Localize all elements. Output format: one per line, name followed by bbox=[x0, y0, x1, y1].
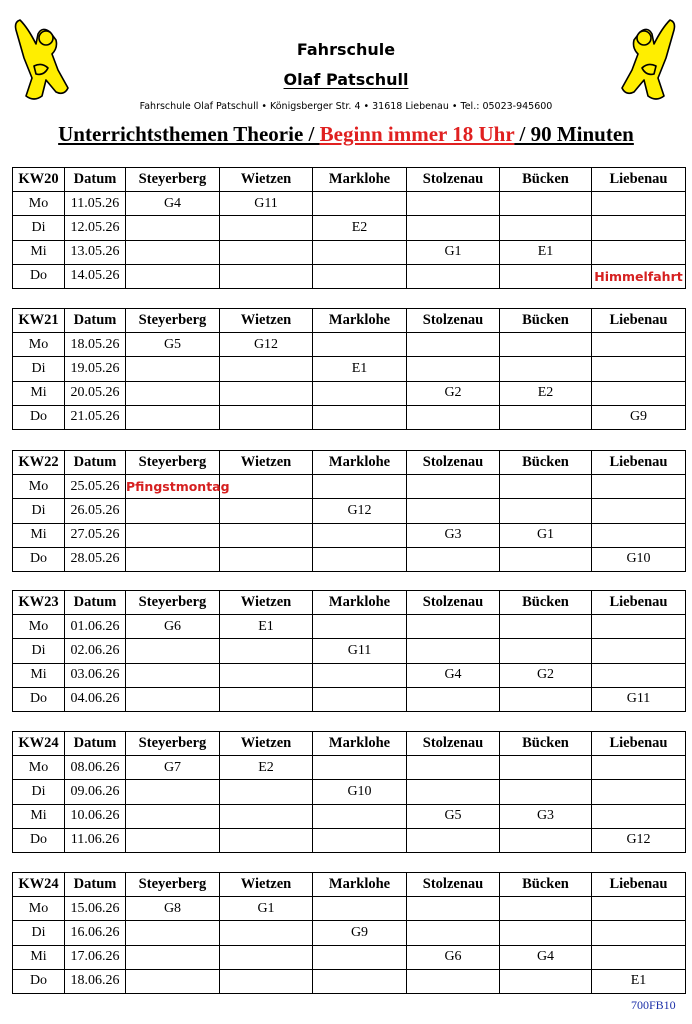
date-cell: 27.05.26 bbox=[65, 523, 126, 547]
lesson-cell-steyerberg: G6 bbox=[126, 615, 220, 639]
date-cell: 08.06.26 bbox=[65, 756, 126, 780]
lesson-cell-wietzen bbox=[220, 687, 313, 711]
date-cell: 04.06.26 bbox=[65, 687, 126, 711]
lesson-cell-marklohe bbox=[313, 897, 407, 921]
lesson-cell-steyerberg bbox=[126, 240, 220, 264]
lesson-cell-wietzen bbox=[220, 663, 313, 687]
date-cell: 09.06.26 bbox=[65, 780, 126, 804]
lesson-cell-marklohe: E2 bbox=[313, 216, 407, 240]
table-header-row bbox=[13, 591, 686, 615]
lesson-cell-stolzenau bbox=[407, 499, 500, 523]
weekday-cell: Mo bbox=[13, 475, 65, 499]
lesson-cell-marklohe bbox=[313, 615, 407, 639]
column-header: Wietzen bbox=[220, 451, 313, 475]
weekday-cell: Do bbox=[13, 687, 65, 711]
date-cell: 18.06.26 bbox=[65, 969, 126, 993]
weekday-cell: Do bbox=[13, 405, 65, 429]
lesson-cell-wietzen bbox=[220, 523, 313, 547]
lesson-cell-stolzenau: G1 bbox=[407, 240, 500, 264]
lesson-cell-stolzenau bbox=[407, 547, 500, 571]
lesson-cell-steyerberg bbox=[126, 921, 220, 945]
lesson-cell-wietzen bbox=[220, 264, 313, 288]
lesson-cell-buecken bbox=[500, 756, 592, 780]
lesson-cell-wietzen bbox=[220, 780, 313, 804]
lesson-cell-liebenau bbox=[592, 216, 686, 240]
lesson-cell-liebenau: E1 bbox=[592, 969, 686, 993]
lesson-cell-buecken bbox=[500, 897, 592, 921]
lesson-cell-wietzen bbox=[220, 804, 313, 828]
column-header: Wietzen bbox=[220, 732, 313, 756]
table-row bbox=[13, 523, 686, 547]
lesson-cell-stolzenau bbox=[407, 192, 500, 216]
lesson-cell-stolzenau bbox=[407, 216, 500, 240]
table-row bbox=[13, 780, 686, 804]
weekday-cell: Mi bbox=[13, 240, 65, 264]
column-header: Stolzenau bbox=[407, 309, 500, 333]
week-table bbox=[12, 731, 686, 853]
date-cell: 18.05.26 bbox=[65, 333, 126, 357]
lesson-cell-buecken bbox=[500, 216, 592, 240]
column-header: Bücken bbox=[500, 168, 592, 192]
lesson-cell-liebenau bbox=[592, 921, 686, 945]
lesson-cell-stolzenau bbox=[407, 475, 500, 499]
lesson-cell-stolzenau bbox=[407, 639, 500, 663]
lesson-cell-buecken bbox=[500, 687, 592, 711]
lesson-cell-buecken: G4 bbox=[500, 945, 592, 969]
column-header: Liebenau bbox=[592, 873, 686, 897]
driving-school-logo-icon bbox=[618, 18, 678, 102]
date-cell: 17.06.26 bbox=[65, 945, 126, 969]
lesson-cell-liebenau bbox=[592, 240, 686, 264]
lesson-cell-marklohe bbox=[313, 663, 407, 687]
table-row bbox=[13, 192, 686, 216]
lesson-cell-liebenau bbox=[592, 756, 686, 780]
lesson-cell-buecken bbox=[500, 405, 592, 429]
lesson-cell-marklohe bbox=[313, 192, 407, 216]
lesson-cell-steyerberg: G5 bbox=[126, 333, 220, 357]
lesson-cell-stolzenau: G2 bbox=[407, 381, 500, 405]
lesson-cell-wietzen bbox=[220, 357, 313, 381]
column-header: Bücken bbox=[500, 591, 592, 615]
column-header: Liebenau bbox=[592, 309, 686, 333]
lesson-cell-marklohe bbox=[313, 804, 407, 828]
lesson-cell-steyerberg bbox=[126, 405, 220, 429]
table-row bbox=[13, 240, 686, 264]
lesson-cell-buecken bbox=[500, 264, 592, 288]
lesson-cell-buecken bbox=[500, 357, 592, 381]
lesson-cell-steyerberg: G4 bbox=[126, 192, 220, 216]
date-cell: 11.05.26 bbox=[65, 192, 126, 216]
column-header: Stolzenau bbox=[407, 451, 500, 475]
column-header: Steyerberg bbox=[126, 309, 220, 333]
column-header: Datum bbox=[65, 309, 126, 333]
lesson-cell-marklohe: G10 bbox=[313, 780, 407, 804]
weekday-cell: Do bbox=[13, 547, 65, 571]
table-row bbox=[13, 405, 686, 429]
lesson-cell-wietzen bbox=[220, 639, 313, 663]
weekday-cell: Mi bbox=[13, 945, 65, 969]
table-row bbox=[13, 475, 686, 499]
date-cell: 16.06.26 bbox=[65, 921, 126, 945]
weekday-cell: Di bbox=[13, 216, 65, 240]
weekday-cell: Mo bbox=[13, 756, 65, 780]
lesson-cell-steyerberg bbox=[126, 547, 220, 571]
weekday-cell: Do bbox=[13, 828, 65, 852]
weekday-cell: Di bbox=[13, 499, 65, 523]
lesson-cell-marklohe bbox=[313, 945, 407, 969]
lesson-cell-liebenau bbox=[592, 357, 686, 381]
column-header: Datum bbox=[65, 732, 126, 756]
table-row bbox=[13, 663, 686, 687]
lesson-cell-wietzen: G12 bbox=[220, 333, 313, 357]
column-header: Stolzenau bbox=[407, 873, 500, 897]
lesson-cell-stolzenau bbox=[407, 780, 500, 804]
document-code: 700FB10 bbox=[631, 998, 676, 1012]
lesson-cell-marklohe bbox=[313, 547, 407, 571]
week-table bbox=[12, 872, 686, 994]
week-number: KW24 bbox=[13, 732, 65, 756]
lesson-cell-marklohe bbox=[313, 969, 407, 993]
lesson-cell-marklohe bbox=[313, 687, 407, 711]
table-row bbox=[13, 921, 686, 945]
lesson-cell-wietzen bbox=[220, 547, 313, 571]
weekday-cell: Mi bbox=[13, 523, 65, 547]
column-header: Liebenau bbox=[592, 732, 686, 756]
date-cell: 26.05.26 bbox=[65, 499, 126, 523]
lesson-cell-wietzen bbox=[220, 499, 313, 523]
column-header: Datum bbox=[65, 591, 126, 615]
column-header: Stolzenau bbox=[407, 732, 500, 756]
lesson-cell-buecken: G3 bbox=[500, 804, 592, 828]
column-header: Liebenau bbox=[592, 591, 686, 615]
lesson-cell-wietzen: G11 bbox=[220, 192, 313, 216]
lesson-cell-marklohe: G9 bbox=[313, 921, 407, 945]
lesson-cell-liebenau: G10 bbox=[592, 547, 686, 571]
lesson-cell-wietzen bbox=[220, 216, 313, 240]
holiday-cell: Pfingstmontag bbox=[126, 475, 220, 499]
school-address: Fahrschule Olaf Patschull • Königsberger Str. 4 • 31618 Liebenau • Tel.: 05023-945600 bbox=[139, 101, 553, 112]
table-header-row bbox=[13, 732, 686, 756]
column-header: Steyerberg bbox=[126, 451, 220, 475]
lesson-cell-marklohe bbox=[313, 475, 407, 499]
lesson-cell-buecken bbox=[500, 780, 592, 804]
lesson-cell-buecken bbox=[500, 828, 592, 852]
lesson-cell-stolzenau bbox=[407, 333, 500, 357]
lesson-cell-buecken: G2 bbox=[500, 663, 592, 687]
lesson-cell-liebenau bbox=[592, 523, 686, 547]
lesson-cell-wietzen bbox=[220, 969, 313, 993]
lesson-cell-steyerberg bbox=[126, 663, 220, 687]
lesson-cell-wietzen bbox=[220, 945, 313, 969]
lesson-cell-liebenau bbox=[592, 333, 686, 357]
date-cell: 13.05.26 bbox=[65, 240, 126, 264]
date-cell: 21.05.26 bbox=[65, 405, 126, 429]
lesson-cell-liebenau: G11 bbox=[592, 687, 686, 711]
week-table bbox=[12, 450, 686, 572]
table-row bbox=[13, 333, 686, 357]
lesson-cell-liebenau bbox=[592, 945, 686, 969]
lesson-cell-wietzen bbox=[220, 405, 313, 429]
column-header: Liebenau bbox=[592, 168, 686, 192]
holiday-cell: Himmelfahrt bbox=[592, 264, 686, 288]
table-header-row bbox=[13, 168, 686, 192]
page-title: Unterrichtsthemen Theorie / Beginn immer 18 Uhr / 90 Minuten bbox=[58, 122, 634, 146]
date-cell: 15.06.26 bbox=[65, 897, 126, 921]
weekday-cell: Mi bbox=[13, 663, 65, 687]
lesson-cell-stolzenau: G5 bbox=[407, 804, 500, 828]
lesson-cell-marklohe: G11 bbox=[313, 639, 407, 663]
lesson-cell-buecken: G1 bbox=[500, 523, 592, 547]
column-header: Steyerberg bbox=[126, 873, 220, 897]
lesson-cell-buecken: E2 bbox=[500, 381, 592, 405]
column-header: Stolzenau bbox=[407, 168, 500, 192]
date-cell: 02.06.26 bbox=[65, 639, 126, 663]
lesson-cell-wietzen bbox=[220, 240, 313, 264]
lesson-cell-stolzenau bbox=[407, 897, 500, 921]
column-header: Bücken bbox=[500, 451, 592, 475]
lesson-cell-buecken bbox=[500, 969, 592, 993]
week-table bbox=[12, 308, 686, 430]
lesson-cell-stolzenau bbox=[407, 615, 500, 639]
column-header: Marklohe bbox=[313, 168, 407, 192]
column-header: Steyerberg bbox=[126, 732, 220, 756]
column-header: Bücken bbox=[500, 309, 592, 333]
lesson-cell-marklohe bbox=[313, 381, 407, 405]
date-cell: 12.05.26 bbox=[65, 216, 126, 240]
table-header-row bbox=[13, 451, 686, 475]
weekday-cell: Do bbox=[13, 969, 65, 993]
lesson-cell-steyerberg bbox=[126, 523, 220, 547]
column-header: Datum bbox=[65, 451, 126, 475]
lesson-cell-steyerberg bbox=[126, 945, 220, 969]
column-header: Datum bbox=[65, 168, 126, 192]
table-row bbox=[13, 615, 686, 639]
lesson-cell-wietzen: E2 bbox=[220, 756, 313, 780]
lesson-cell-stolzenau bbox=[407, 687, 500, 711]
school-name-line2: Olaf Patschull bbox=[283, 70, 409, 89]
lesson-cell-buecken bbox=[500, 499, 592, 523]
date-cell: 03.06.26 bbox=[65, 663, 126, 687]
date-cell: 25.05.26 bbox=[65, 475, 126, 499]
lesson-cell-steyerberg bbox=[126, 216, 220, 240]
lesson-cell-stolzenau bbox=[407, 264, 500, 288]
lesson-cell-buecken bbox=[500, 615, 592, 639]
date-cell: 14.05.26 bbox=[65, 264, 126, 288]
lesson-cell-steyerberg bbox=[126, 499, 220, 523]
table-row bbox=[13, 969, 686, 993]
lesson-cell-steyerberg bbox=[126, 639, 220, 663]
lesson-cell-stolzenau bbox=[407, 756, 500, 780]
weekday-cell: Mo bbox=[13, 615, 65, 639]
weekday-cell: Mo bbox=[13, 192, 65, 216]
weekday-cell: Di bbox=[13, 921, 65, 945]
lesson-cell-buecken bbox=[500, 547, 592, 571]
date-cell: 10.06.26 bbox=[65, 804, 126, 828]
school-name-line1: Fahrschule bbox=[296, 40, 396, 59]
weekday-cell: Mo bbox=[13, 333, 65, 357]
weekday-cell: Do bbox=[13, 264, 65, 288]
column-header: Stolzenau bbox=[407, 591, 500, 615]
column-header: Datum bbox=[65, 873, 126, 897]
table-row bbox=[13, 828, 686, 852]
lesson-cell-buecken: E1 bbox=[500, 240, 592, 264]
date-cell: 19.05.26 bbox=[65, 357, 126, 381]
weekday-cell: Di bbox=[13, 780, 65, 804]
lesson-cell-marklohe bbox=[313, 523, 407, 547]
lesson-cell-buecken bbox=[500, 192, 592, 216]
lesson-cell-liebenau bbox=[592, 663, 686, 687]
week-table bbox=[12, 590, 686, 712]
lesson-cell-wietzen: E1 bbox=[220, 615, 313, 639]
weekday-cell: Di bbox=[13, 639, 65, 663]
table-header-row bbox=[13, 873, 686, 897]
column-header: Liebenau bbox=[592, 451, 686, 475]
lesson-cell-marklohe bbox=[313, 405, 407, 429]
driving-school-logo-icon bbox=[12, 18, 72, 102]
lesson-cell-liebenau: G12 bbox=[592, 828, 686, 852]
lesson-cell-steyerberg: G7 bbox=[126, 756, 220, 780]
weekday-cell: Mo bbox=[13, 897, 65, 921]
week-number: KW24 bbox=[13, 873, 65, 897]
table-row bbox=[13, 756, 686, 780]
column-header: Steyerberg bbox=[126, 591, 220, 615]
week-number: KW23 bbox=[13, 591, 65, 615]
lesson-cell-liebenau bbox=[592, 192, 686, 216]
lesson-cell-marklohe bbox=[313, 240, 407, 264]
table-row bbox=[13, 499, 686, 523]
table-row bbox=[13, 639, 686, 663]
column-header: Marklohe bbox=[313, 309, 407, 333]
column-header: Marklohe bbox=[313, 732, 407, 756]
date-cell: 20.05.26 bbox=[65, 381, 126, 405]
table-row bbox=[13, 547, 686, 571]
lesson-cell-liebenau bbox=[592, 381, 686, 405]
column-header: Wietzen bbox=[220, 591, 313, 615]
lesson-cell-steyerberg bbox=[126, 780, 220, 804]
table-row bbox=[13, 804, 686, 828]
lesson-cell-steyerberg bbox=[126, 969, 220, 993]
table-row bbox=[13, 216, 686, 240]
lesson-cell-liebenau bbox=[592, 475, 686, 499]
lesson-cell-stolzenau: G6 bbox=[407, 945, 500, 969]
lesson-cell-wietzen: G1 bbox=[220, 897, 313, 921]
weekday-cell: Mi bbox=[13, 381, 65, 405]
weekday-cell: Di bbox=[13, 357, 65, 381]
date-cell: 11.06.26 bbox=[65, 828, 126, 852]
table-row bbox=[13, 381, 686, 405]
table-row bbox=[13, 357, 686, 381]
lesson-cell-buecken bbox=[500, 475, 592, 499]
lesson-cell-liebenau bbox=[592, 639, 686, 663]
lesson-cell-marklohe bbox=[313, 828, 407, 852]
column-header: Marklohe bbox=[313, 591, 407, 615]
table-row bbox=[13, 945, 686, 969]
lesson-cell-stolzenau: G4 bbox=[407, 663, 500, 687]
column-header: Steyerberg bbox=[126, 168, 220, 192]
lesson-cell-stolzenau: G3 bbox=[407, 523, 500, 547]
column-header: Bücken bbox=[500, 732, 592, 756]
date-cell: 28.05.26 bbox=[65, 547, 126, 571]
lesson-cell-marklohe: E1 bbox=[313, 357, 407, 381]
lesson-cell-wietzen bbox=[220, 828, 313, 852]
week-table bbox=[12, 167, 686, 289]
lesson-cell-liebenau bbox=[592, 897, 686, 921]
column-header: Marklohe bbox=[313, 451, 407, 475]
lesson-cell-liebenau: G9 bbox=[592, 405, 686, 429]
week-number: KW22 bbox=[13, 451, 65, 475]
lesson-cell-steyerberg: G8 bbox=[126, 897, 220, 921]
lesson-cell-wietzen bbox=[220, 381, 313, 405]
lesson-cell-marklohe: G12 bbox=[313, 499, 407, 523]
table-row bbox=[13, 264, 686, 288]
table-header-row bbox=[13, 309, 686, 333]
column-header: Wietzen bbox=[220, 168, 313, 192]
table-row bbox=[13, 687, 686, 711]
column-header: Wietzen bbox=[220, 873, 313, 897]
lesson-cell-steyerberg bbox=[126, 687, 220, 711]
lesson-cell-liebenau bbox=[592, 615, 686, 639]
weekday-cell: Mi bbox=[13, 804, 65, 828]
lesson-cell-buecken bbox=[500, 333, 592, 357]
week-number: KW20 bbox=[13, 168, 65, 192]
lesson-cell-buecken bbox=[500, 639, 592, 663]
column-header: Marklohe bbox=[313, 873, 407, 897]
lesson-cell-stolzenau bbox=[407, 921, 500, 945]
lesson-cell-buecken bbox=[500, 921, 592, 945]
lesson-cell-wietzen bbox=[220, 921, 313, 945]
lesson-cell-liebenau bbox=[592, 804, 686, 828]
lesson-cell-stolzenau bbox=[407, 357, 500, 381]
lesson-cell-steyerberg bbox=[126, 357, 220, 381]
lesson-cell-steyerberg bbox=[126, 381, 220, 405]
week-number: KW21 bbox=[13, 309, 65, 333]
column-header: Wietzen bbox=[220, 309, 313, 333]
lesson-cell-stolzenau bbox=[407, 405, 500, 429]
lesson-cell-steyerberg bbox=[126, 804, 220, 828]
date-cell: 01.06.26 bbox=[65, 615, 126, 639]
lesson-cell-stolzenau bbox=[407, 969, 500, 993]
lesson-cell-marklohe bbox=[313, 756, 407, 780]
lesson-cell-steyerberg bbox=[126, 264, 220, 288]
lesson-cell-liebenau bbox=[592, 499, 686, 523]
lesson-cell-steyerberg bbox=[126, 828, 220, 852]
lesson-cell-stolzenau bbox=[407, 828, 500, 852]
table-row bbox=[13, 897, 686, 921]
lesson-cell-liebenau bbox=[592, 780, 686, 804]
column-header: Bücken bbox=[500, 873, 592, 897]
lesson-cell-wietzen bbox=[220, 475, 313, 499]
lesson-cell-marklohe bbox=[313, 333, 407, 357]
lesson-cell-marklohe bbox=[313, 264, 407, 288]
